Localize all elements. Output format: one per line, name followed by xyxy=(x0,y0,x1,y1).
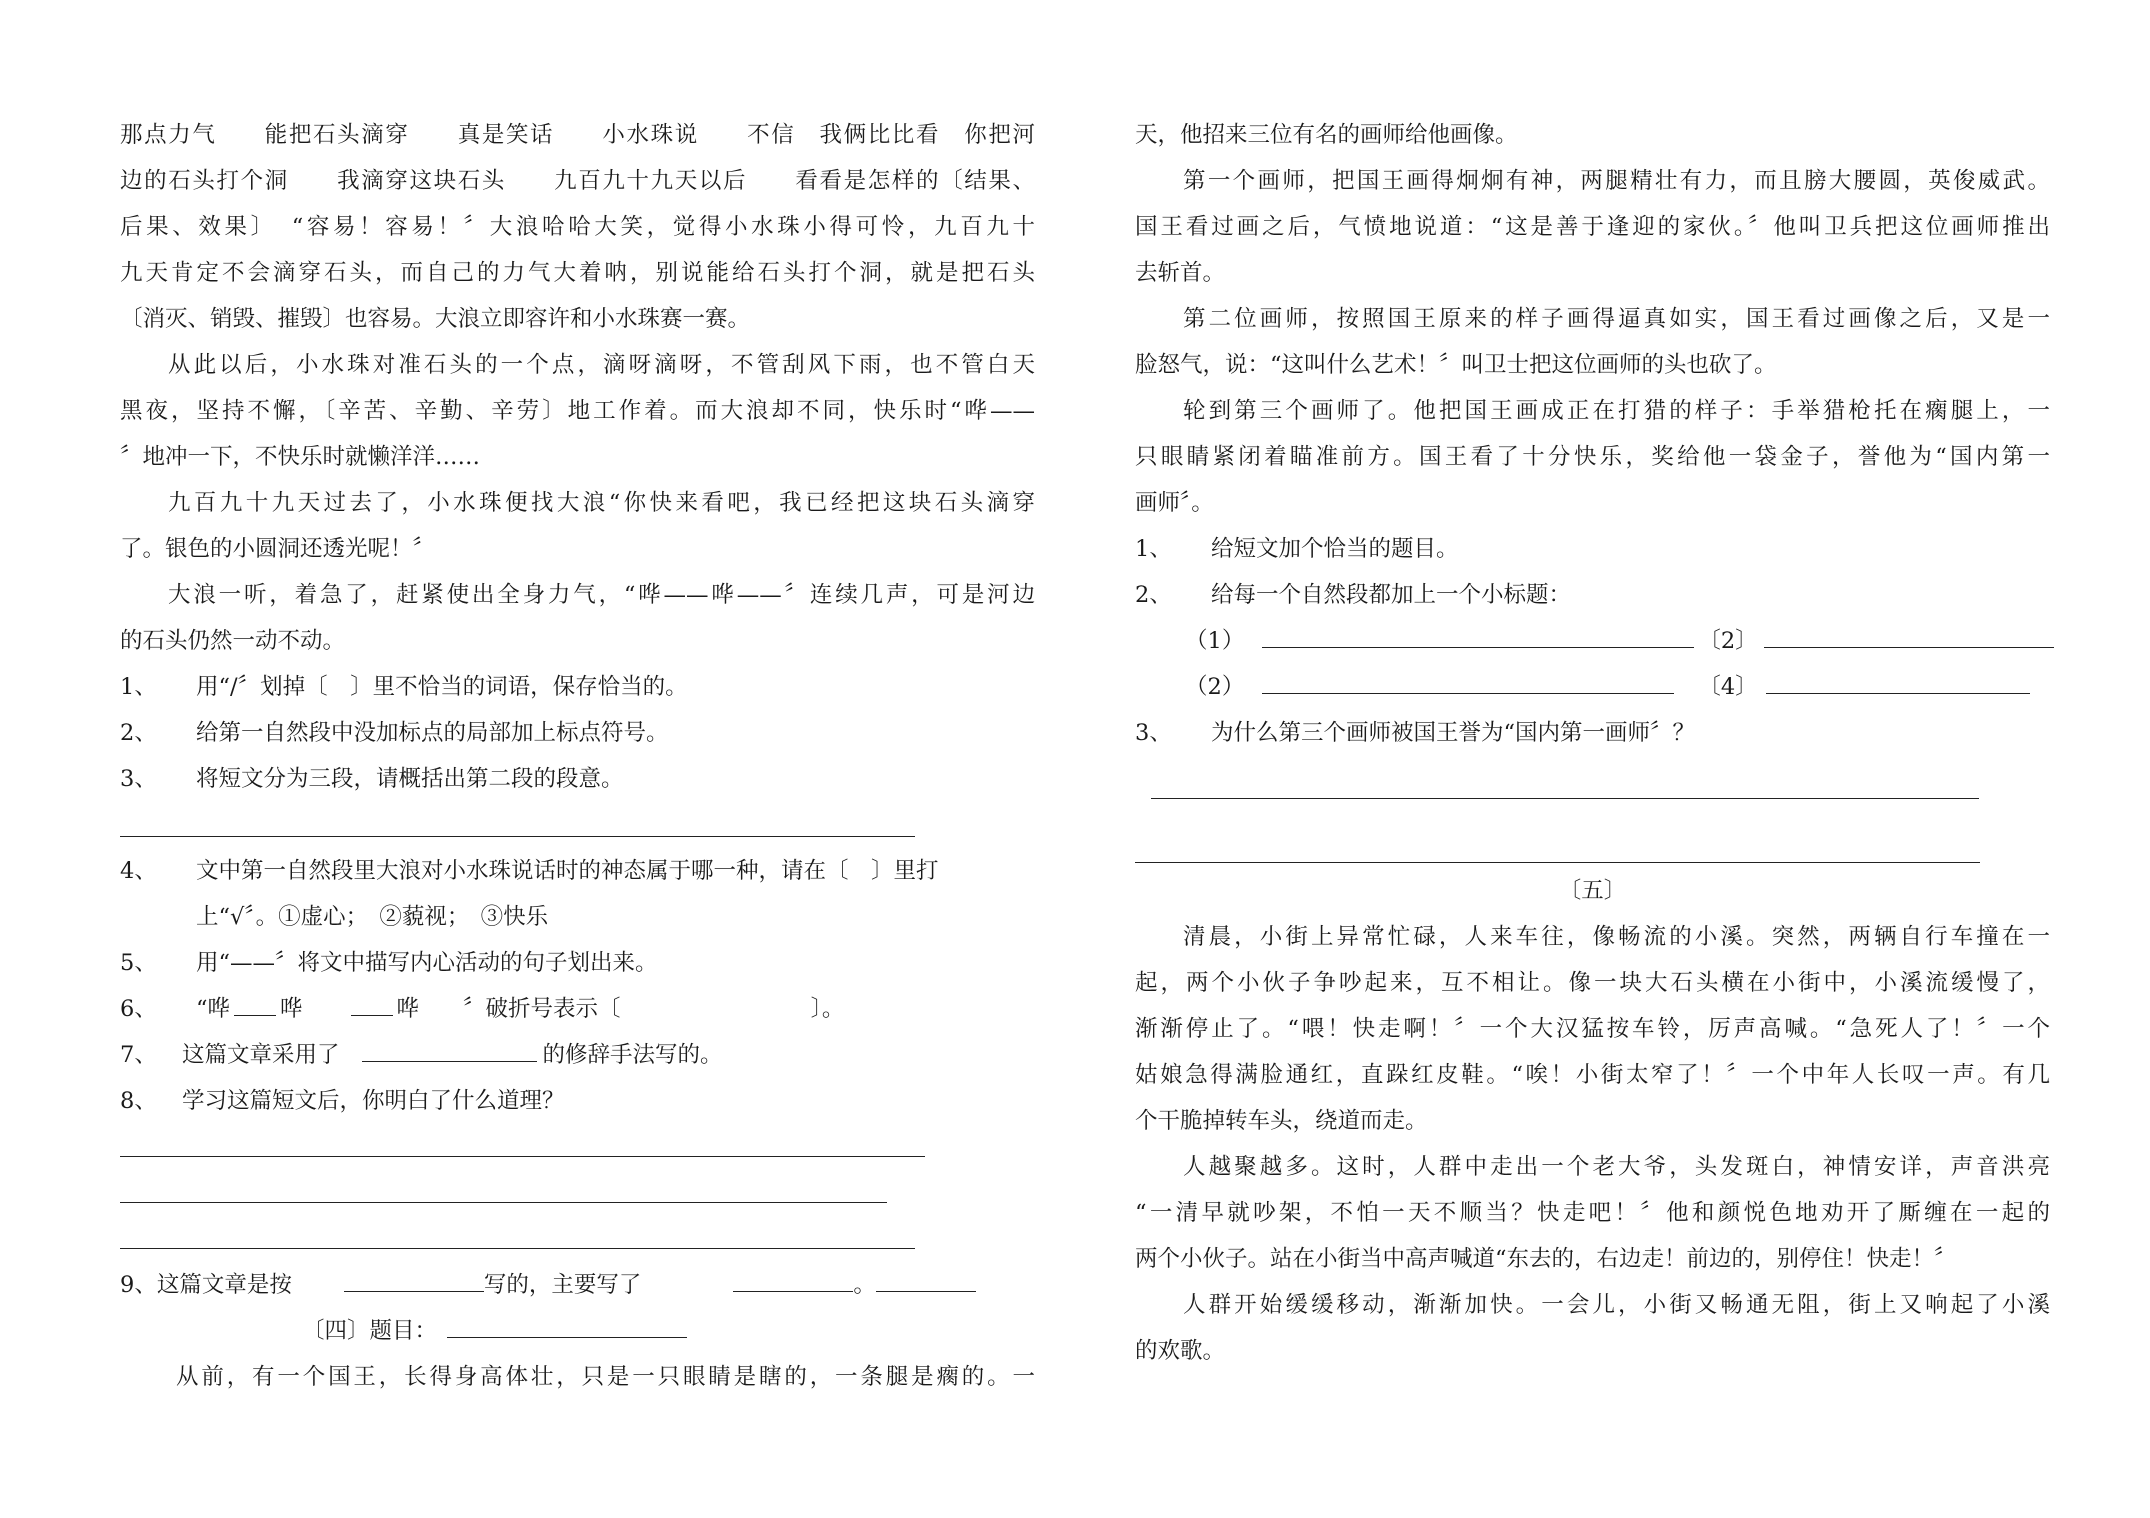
para-line: 〔消灭、销毁、摧毁〕也容易。大浪立即容许和小水珠赛一赛。 xyxy=(120,306,751,332)
question-number: 8、 xyxy=(120,1088,157,1114)
answer-line-area xyxy=(1135,802,2050,848)
para-line: 只眼睛紧闭着瞄准前方。国王看了十分快乐，奖给他一袋金子，誉他为“国内第一 xyxy=(1135,444,2050,470)
para-line: 从前，有一个国王，长得身高体壮，只是一只眼睛是瞎的，一条腿是瘸的。一 xyxy=(176,1364,1035,1390)
para-line: 两个小伙子。站在小街当中高声喊道“东去的，右边走！前边的，别停住！快走！〞 xyxy=(1135,1246,1957,1272)
question-4 xyxy=(120,848,1035,894)
para-line: 姑娘急得满脸通红，直跺红皮鞋。“唉！小街太窄了！〞一个中年人长叹一声。有几 xyxy=(1135,1062,2050,1088)
subtitle-blank[interactable] xyxy=(1766,669,2030,694)
subtitle-row xyxy=(1135,664,2050,710)
q6-word: “哗 xyxy=(196,996,231,1022)
q6-end: 〕。 xyxy=(810,996,845,1022)
answer-blank[interactable] xyxy=(344,1267,484,1292)
sub-label: （1） xyxy=(1185,628,1245,654)
q6-word: 哗 xyxy=(396,996,420,1022)
para-line: 第二位画师，按照国王原来的样子画得逼真如实，国王看过画像之后，又是一 xyxy=(1183,306,2050,332)
para-line: 的石头仍然一动不动。 xyxy=(120,628,346,654)
para-line: 人群开始缓缓移动，渐渐加快。一会儿，小街又畅通无阻，街上又响起了小溪 xyxy=(1183,1292,2050,1318)
question-text: 给短文加个恰当的题目。 xyxy=(1211,536,1459,562)
para-line: 后果、效果〕 “容易！容易！〞大浪哈哈大笑，觉得小水珠小得可怜，九百九十 xyxy=(120,214,1035,240)
section-label: 〔四〕题目： xyxy=(302,1318,438,1344)
question-2 xyxy=(1135,572,2050,618)
para-line: 边的石头打个洞 我滴穿这块石头 九百九十九天以后 看看是怎样的〔结果、 xyxy=(120,168,1035,194)
question-number: 2、 xyxy=(120,720,157,746)
question-3 xyxy=(120,756,1035,802)
question-text: 文中第一自然段里大浪对小水珠说话时的神态属于哪一种，请在〔 〕里打 xyxy=(196,858,939,884)
para-line: 渐渐停止了。“喂！快走啊！〞一个大汉猛按车铃，厉声高喊。“急死人了！〞一个 xyxy=(1135,1016,2050,1042)
question-text: 用“——〞将文中描写内心活动的句子划出来。 xyxy=(196,950,658,976)
answer-blank[interactable] xyxy=(362,1037,537,1062)
subtitle-blank[interactable] xyxy=(1262,623,1694,648)
para-line: 国王看过画之后，气愤地说道：“这是善于逢迎的家伙。〞他叫卫兵把这位画师推出 xyxy=(1135,214,2050,240)
title-blank[interactable] xyxy=(447,1313,687,1338)
answer-blank[interactable] xyxy=(876,1267,976,1292)
question-9 xyxy=(120,1262,1035,1308)
answer-line-area xyxy=(120,802,1035,848)
section-4-title xyxy=(120,1308,1035,1354)
question-3 xyxy=(1135,710,2050,756)
para-line: 画师〞。 xyxy=(1135,490,1214,516)
answer-line[interactable] xyxy=(120,1248,915,1249)
subtitle-blank[interactable] xyxy=(1764,623,2054,648)
question-5 xyxy=(120,940,1035,986)
question-text: 为什么第三个画师被国王誉为“国内第一画师〞？ xyxy=(1211,720,1696,746)
question-number: 5、 xyxy=(120,950,157,976)
question-number: 1、 xyxy=(120,674,157,700)
para-line: “一清早就吵架，不怕一天不顺当？快走吧！〞他和颜悦色地劝开了厮缠在一起的 xyxy=(1135,1200,2050,1226)
question-text: 给每一个自然段都加上一个小标题： xyxy=(1211,582,1572,608)
para-line: 第一个画师，把国王画得炯炯有神，两腿精壮有力，而且膀大腰圆，英俊威武。 xyxy=(1183,168,2050,194)
question-text: 9、这篇文章是按 xyxy=(120,1272,292,1298)
para-line: 了。银色的小圆洞还透光呢！〞 xyxy=(120,536,436,562)
para-line: 清晨，小街上异常忙碌，人来车往，像畅流的小溪。突然，两辆自行车撞在一 xyxy=(1183,924,2050,950)
answer-line[interactable] xyxy=(120,836,915,837)
question-text: 给第一自然段中没加标点的局部加上标点符号。 xyxy=(196,720,669,746)
question-text: 学习这篇短文后，你明白了什么道理？ xyxy=(182,1088,565,1114)
dash-blank xyxy=(351,991,393,1016)
answer-line-area xyxy=(1135,756,2050,802)
question-number: 2、 xyxy=(1135,582,1172,608)
question-text: 将短文分为三段，请概括出第二段的段意。 xyxy=(196,766,624,792)
para-line: 轮到第三个画师了。他把国王画成正在打猎的样子：手举猎枪托在瘸腿上，一 xyxy=(1183,398,2050,424)
answer-line[interactable] xyxy=(120,1202,887,1203)
question-text: 写的，主要写了 xyxy=(483,1272,642,1298)
question-number: 6、 xyxy=(120,996,157,1022)
q9-end: 。 xyxy=(853,1272,876,1298)
subtitle-blank[interactable] xyxy=(1262,669,1674,694)
question-text: 这篇文章采用了 xyxy=(182,1042,340,1068)
para-line: 起，两个小伙子争吵起来，互不相让。像一块大石头横在小街中，小溪流缓慢了， xyxy=(1135,970,2050,996)
question-4-options: 上“√〞。①虚心； ②藐视； ③快乐 xyxy=(196,904,549,930)
question-number: 7、 xyxy=(120,1042,157,1068)
answer-line[interactable] xyxy=(1135,862,1980,863)
para-line: 脸怒气，说：“这叫什么艺术！〞叫卫士把这位画师的头也砍了。 xyxy=(1135,352,1777,378)
answer-line-area xyxy=(120,1124,1035,1170)
question-text: 的修辞手法写的。 xyxy=(542,1042,723,1068)
para-line: 从此以后，小水珠对准石头的一个点，滴呀滴呀，不管刮风下雨，也不管白天 xyxy=(168,352,1035,378)
question-number: 3、 xyxy=(120,766,157,792)
question-number: 4、 xyxy=(120,858,157,884)
left-column xyxy=(120,112,1035,1400)
section-5-title: 〔五〕 xyxy=(1558,878,1627,904)
para-line: 天，他招来三位有名的画师给他画像。 xyxy=(1135,122,1518,148)
para-line: 黑夜，坚持不懈，〔辛苦、辛勤、辛劳〕地工作着。而大浪却不同，快乐时“哗—— xyxy=(120,398,1035,424)
para-line: 人越聚越多。这时，人群中走出一个老大爷，头发斑白，神情安详，声音洪亮 xyxy=(1183,1154,2050,1180)
sub-label: 〔4〕 xyxy=(1698,674,1758,700)
question-1 xyxy=(120,664,1035,710)
para-line: 的欢歌。 xyxy=(1135,1338,1226,1364)
answer-line-area xyxy=(120,1170,1035,1216)
question-7 xyxy=(120,1032,1035,1078)
q6-word: 哗 xyxy=(280,996,303,1022)
question-number: 3、 xyxy=(1135,720,1172,746)
question-number: 1、 xyxy=(1135,536,1172,562)
question-8 xyxy=(120,1078,1035,1124)
question-6 xyxy=(120,986,1035,1032)
para-line: 去斩首。 xyxy=(1135,260,1226,286)
sub-label: （2） xyxy=(1185,674,1245,700)
answer-line[interactable] xyxy=(1151,798,1979,799)
subtitle-row xyxy=(1135,618,2050,664)
question-2 xyxy=(120,710,1035,756)
para-line: 九百九十九天过去了，小水珠便找大浪“你快来看吧，我已经把这块石头滴穿 xyxy=(168,490,1035,516)
sub-label: 〔2〕 xyxy=(1698,628,1758,654)
para-line: 个干脆掉转车头，绕道而走。 xyxy=(1135,1108,1428,1134)
q6-text: 〞破折号表示〔 xyxy=(463,996,621,1022)
para-line: 〞地冲一下，不快乐时就懒洋洋…… xyxy=(120,444,481,470)
right-column xyxy=(1135,112,2050,1374)
para-line: 那点力气 能把石头滴穿 真是笑话 小水珠说 不信 我俩比比看 你把河 xyxy=(120,122,1035,148)
para-line: 大浪一听，着急了，赶紧使出全身力气，“哗——哗——〞连续几声，可是河边 xyxy=(168,582,1035,608)
answer-line-area xyxy=(120,1216,1035,1262)
para-line: 九天肯定不会滴穿石头，而自己的力气大着呐，别说能给石头打个洞，就是把石头 xyxy=(120,260,1035,286)
dash-blank xyxy=(234,991,276,1016)
question-1 xyxy=(1135,526,2050,572)
question-text: 用“/〞划掉〔 〕里不恰当的词语，保存恰当的。 xyxy=(196,674,688,700)
answer-line[interactable] xyxy=(120,1156,925,1157)
answer-blank[interactable] xyxy=(733,1267,853,1292)
